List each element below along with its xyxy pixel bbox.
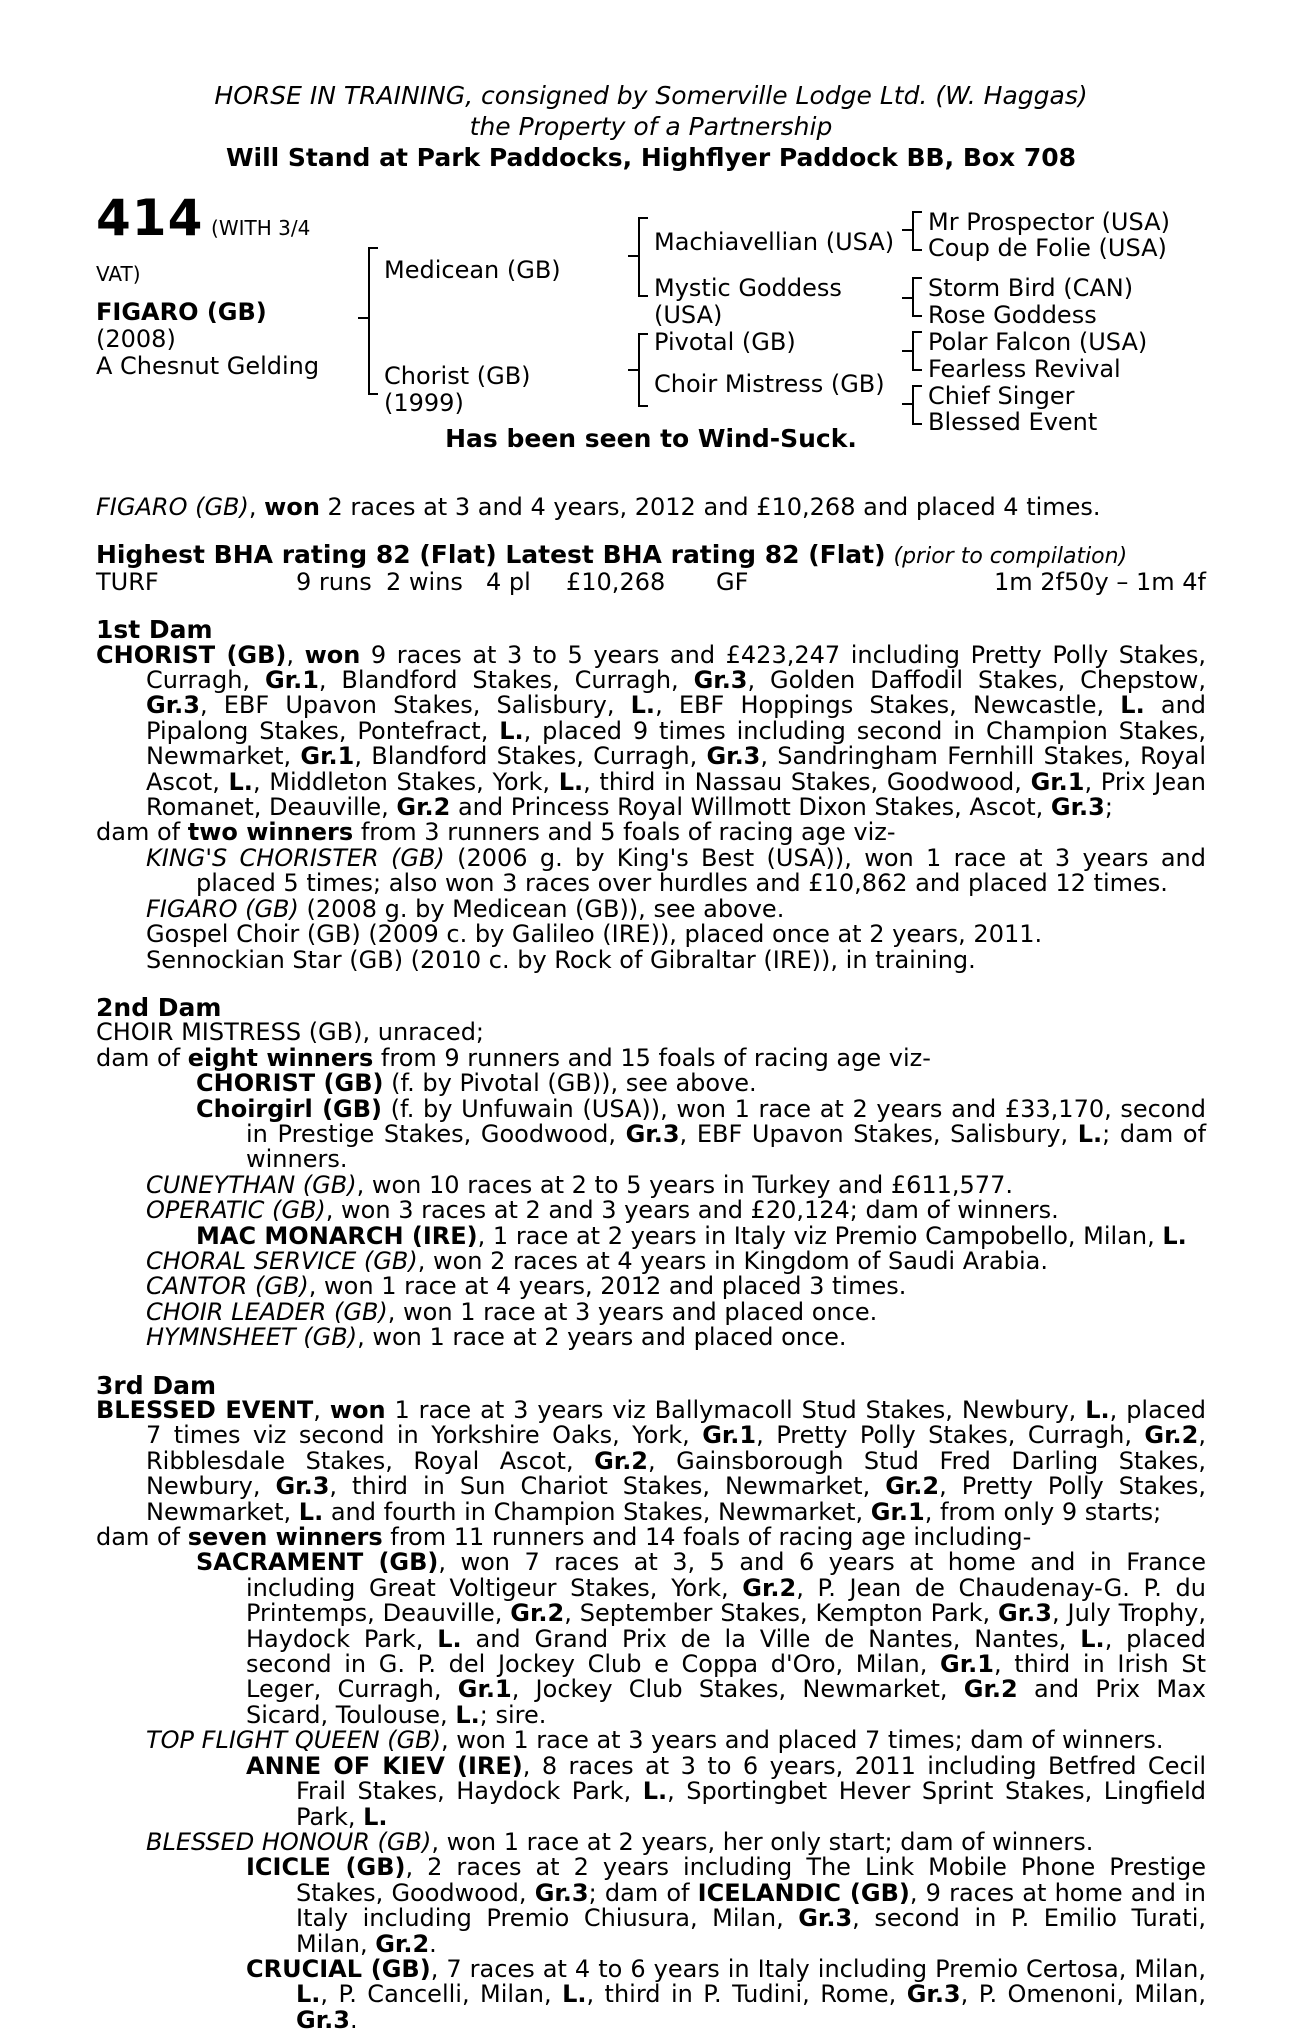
produce-name: FIGARO (GB) <box>146 894 299 923</box>
grade: L. <box>437 1624 462 1653</box>
won-label: won <box>329 1396 386 1424</box>
produce-item <box>96 1728 1206 1753</box>
summary-won: won <box>264 493 320 521</box>
produce-name: CHORIST (GB) <box>196 1069 384 1098</box>
brace-tip <box>358 317 368 319</box>
text: , EBF Upavon Stakes, Salisbury, <box>199 691 631 720</box>
text: , from only 9 starts; <box>924 1497 1162 1526</box>
produce-item <box>96 1297 1206 1326</box>
text: , placed 9 times including second in Champion Stakes, Newmarket, <box>146 716 1206 771</box>
text: , P. Cancelli, Milan, <box>320 1980 563 2009</box>
text: and Princess Royal Willmott Dixon Stakes, Ascot, <box>450 793 1051 822</box>
produce-name: HYMNSHEET (GB) <box>146 1323 358 1352</box>
produce-name: SACRAMENT (GB) <box>196 1548 439 1577</box>
brace-tip <box>902 403 912 405</box>
brace-tip <box>902 350 912 352</box>
grade: L. <box>1080 1624 1105 1653</box>
text: , Sandringham Fernhill Stakes, Royal Ascot, <box>146 742 1206 796</box>
ds-brace <box>912 331 914 371</box>
dd-brace <box>912 385 914 425</box>
rating-line <box>96 542 1206 569</box>
sire-dam-brace <box>368 247 370 395</box>
grade: L. <box>558 767 584 796</box>
grade: Gr.3 <box>275 1472 330 1501</box>
grade: L. <box>630 691 656 720</box>
text: , Middleton Stakes, York, <box>252 767 559 796</box>
dam-sire: Pivotal (GB) <box>654 328 796 356</box>
produce-item <box>96 1325 1206 1350</box>
winners-count: two winners <box>187 818 354 847</box>
brace-tip <box>628 255 638 257</box>
grade: Gr.3 <box>534 1878 589 1907</box>
third-dam-produce-summary <box>96 1525 1206 1550</box>
produce-item <box>96 1855 1206 1957</box>
grade: L. <box>228 767 253 796</box>
text: , Sportingbet Hever Sprint Stakes, Lingfield Park, <box>296 1777 1207 1831</box>
grade: Gr.1 <box>457 1675 512 1704</box>
ds-sire: Polar Falcon (USA) <box>928 328 1148 356</box>
text: ; sire. <box>479 1700 547 1729</box>
produce-name: CHORAL SERVICE (GB) <box>146 1246 418 1275</box>
text: , 2 races at 2 years including The Link Mobile Phone Prestige Stakes, Goodwood, <box>296 1853 1207 1907</box>
horse-description: A Chesnut Gelding <box>96 352 320 380</box>
text: from 11 runners and 14 foals of racing age including- <box>382 1523 1032 1552</box>
grade: Gr.2 <box>742 1573 797 1602</box>
produce-text: , won 1 race at 3 years and placed once. <box>387 1297 878 1326</box>
distance: 1m 2f50y – 1m 4f <box>994 567 1206 596</box>
winners-count: eight winners <box>187 1043 374 1072</box>
text: , P. Omenoni, Milan, <box>960 1980 1206 2009</box>
text: , Blandford Stakes, Curragh, <box>318 666 694 695</box>
produce-name: CRUCIAL (GB) <box>246 1954 431 1983</box>
pedigree-block <box>96 189 1206 535</box>
text: from 9 runners and 15 foals of racing age viz- <box>373 1043 931 1072</box>
rating-note: (prior to compilation) <box>893 544 1128 570</box>
grade: L. <box>1162 1221 1187 1250</box>
first-dam-name: CHORIST (GB) <box>96 640 287 669</box>
third-dam-title: 3rd Dam <box>96 1370 216 1400</box>
produce-item: Gospel Choir (GB) (2009 c. by Galileo (IRE)), placed once at 2 years, 2011. <box>146 920 1043 949</box>
vat-note-cont: VAT) <box>96 262 141 286</box>
produce-text: , won 10 races at 2 to 5 years in Turkey and £611,577. <box>356 1170 1013 1199</box>
text: , placed second in G. P. del Jockey Club e Coppa d'Oro, Milan, <box>246 1624 1206 1679</box>
turf-record <box>96 567 1206 596</box>
text: dam of <box>96 1523 188 1552</box>
location-line: Will Stand at Park Paddocks, Highflyer Paddock BB, Box 708 <box>225 143 1077 172</box>
grade: L. <box>562 1980 587 2009</box>
produce-name: MAC MONARCH (IRE) <box>196 1221 478 1250</box>
text: , third in Nassau Stakes, Goodwood, <box>583 767 1031 796</box>
produce-text: (f. by Unfuwain (USA)), won 1 race at 2 years and £33,170, second in Prestige Stakes, Goodwood, <box>246 1094 1206 1148</box>
sire-sire: Machiavellian (USA) <box>654 228 895 256</box>
second-dam-record: CHOIR MISTRESS (GB), unraced; <box>96 1018 485 1047</box>
text: , July Trophy, Haydock Park, <box>246 1599 1207 1653</box>
text: , Prix Jean Romanet, Deauville, <box>146 767 1207 822</box>
text: , Pretty Polly Stakes, Curragh, <box>756 1421 1145 1450</box>
won-label: won <box>304 640 361 669</box>
placed: 4 pl <box>486 567 531 596</box>
sire-dam-origin: (USA) <box>654 301 723 329</box>
produce-name: TOP FLIGHT QUEEN (GB) <box>146 1726 441 1755</box>
produce-text: , won 1 race at 4 years, 2012 and placed 3 times. <box>308 1272 907 1301</box>
second-dam-title: 2nd Dam <box>96 992 222 1022</box>
produce-name: CANTOR (GB) <box>146 1272 309 1301</box>
text: , Pretty Polly Stakes, Newmarket, <box>146 1472 1207 1526</box>
text: from 3 runners and 5 foals of racing age viz- <box>353 818 896 847</box>
grade: Gr.1 <box>702 1421 757 1450</box>
grade: Gr.2 <box>1144 1421 1199 1450</box>
ss-dam: Coup de Folie (USA) <box>928 234 1167 262</box>
produce-item <box>96 1170 1206 1199</box>
grade: L. <box>1085 1396 1110 1424</box>
second-dam-produce-summary <box>96 1043 1206 1072</box>
text: ; dam of <box>588 1878 698 1907</box>
grade: Gr.3 <box>998 1599 1052 1628</box>
winners-count: seven winners <box>187 1523 383 1552</box>
grade: L. <box>363 1802 388 1831</box>
produce-item <box>96 1094 1207 1174</box>
sire: Medicean (GB) <box>384 256 561 284</box>
dd-sire: Chief Singer <box>928 382 1075 410</box>
text: , Golden Daffodil Stakes, Chepstow, <box>747 666 1206 695</box>
owner-line: the Property of a Partnership <box>469 112 833 141</box>
grade: L. <box>1077 1119 1103 1148</box>
produce-item <box>96 1071 1206 1096</box>
rating-label: Highest BHA rating 82 (Flat) Latest BHA rating 82 (Flat) <box>96 540 886 570</box>
produce-name: KING'S CHORISTER (GB) <box>146 843 445 872</box>
produce-text: , won 1 race at 2 years and placed once. <box>357 1323 847 1352</box>
text: , P. Jean de Chaudenay-G. P. du Printemps, Deauville, <box>246 1573 1207 1628</box>
grade: Gr.1 <box>1030 767 1085 796</box>
grade: Gr.2 <box>396 793 451 822</box>
dam: Chorist (GB) <box>384 362 531 390</box>
produce-name: Choirgirl (GB) <box>196 1094 383 1123</box>
horse-name: FIGARO (GB) <box>96 298 267 326</box>
text: , EBF Upavon Stakes, Salisbury, <box>679 1119 1078 1148</box>
text: , third in Irish St Leger, Curragh, <box>246 1650 1207 1704</box>
produce-item <box>96 1274 1206 1299</box>
third-dam-record: BLESSED EVENT, won 1 race at 3 years viz Ballymacoll Stud Stakes, Newbury, L., placed 7 times viz second in Yorkshire Oaks, York, Gr.1, Pretty Polly Stakes, Curragh, Gr.2, Ribblesdale Stakes, Royal Ascot, Gr.2, Gainsborough Stud Fred Darling Stakes, Newbury, Gr.3, third in Sun Chariot Stakes, Newmarket, Gr.2, Pretty Polly Stakes, Newmarket, L. and fourth in Champion Stakes, Newmarket, Gr.1, from only 9 starts; <box>96 1396 1207 1526</box>
grade: Gr.2 <box>375 1929 430 1958</box>
consignor-line: HORSE IN TRAINING, consigned by Somerville Lodge Ltd. (W. Haggas) <box>214 81 1088 110</box>
summary-line: FIGARO (GB), won 2 races at 3 and 4 years, 2012 and £10,268 and placed 4 times. <box>96 493 1101 521</box>
catalogue-page <box>96 80 1207 2034</box>
grade: L. <box>296 1980 321 2009</box>
produce-name: BLESSED HONOUR (GB) <box>146 1827 432 1856</box>
brace-tip <box>902 229 912 231</box>
text: and fourth in Champion Stakes, Newmarket, <box>323 1497 871 1526</box>
grade: Gr.2 <box>594 1446 649 1475</box>
produce-name: ANNE OF KIEV (IRE) <box>246 1751 523 1780</box>
going: GF <box>716 567 749 596</box>
foaling-year: (2008) <box>96 325 176 353</box>
text: , EBF Hoppings Stakes, Newcastle, <box>655 691 1121 720</box>
text: 1 race at 3 years viz Ballymacoll Stud Stakes, Newbury, <box>385 1396 1086 1424</box>
text: , second in P. Emilio Turati, Milan, <box>296 1904 1206 1958</box>
grade: Gr.1 <box>300 742 355 771</box>
grade: Gr.1 <box>870 1497 925 1526</box>
lot-number-line <box>96 189 311 247</box>
text: , Blandford Stakes, Curragh, <box>354 742 707 771</box>
text: . <box>349 2005 358 2034</box>
produce-text: (2008 g. by Medicean (GB)), see above. <box>298 894 785 923</box>
vat-note: (WITH 3/4 <box>211 216 311 240</box>
produce-item <box>96 1198 1206 1223</box>
produce-name: CUNEYTHAN (GB) <box>146 1170 357 1199</box>
first-dam-produce-summary <box>96 820 1206 845</box>
first-dam-title: 1st Dam <box>96 615 213 645</box>
grade: L. <box>642 1777 668 1806</box>
produce-name: ICICLE (GB) <box>246 1853 406 1882</box>
text: , 7 races at 4 to 6 years in Italy including Premio Certosa, Milan, <box>430 1954 1206 1983</box>
first-dam-record: CHORIST (GB), won 9 races at 3 to 5 years and £423,247 including Pretty Polly Stakes, Curragh, Gr.1, Blandford Stakes, Curragh, Gr.3, Golden Daffodil Stakes, Chepstow, Gr.3, EBF Upavon Stakes, Salisbury, L., EBF Hoppings Stakes, Newcastle, L. and Pipalong Stakes, Pontefract, L., placed 9 times including second in Champion Stakes, Newmarket, Gr.1, Blandford Stakes, Curragh, Gr.3, Sandringham Fernhill Stakes, Royal Ascot, L., Middleton Stakes, York, L., third in Nassau Stakes, Goodwood, Gr.1, Prix Jean Romanet, Deauville, Gr.2 and Princess Royal Willmott Dixon Stakes, Ascot, Gr.3; <box>96 640 1207 822</box>
grade: Gr.2 <box>963 1675 1018 1704</box>
sire-dam: Mystic Goddess <box>654 274 842 302</box>
grade: Gr.2 <box>510 1599 565 1628</box>
third-dam-name: BLESSED EVENT <box>96 1396 314 1424</box>
grade: Gr.3 <box>693 666 748 695</box>
text: and Pipalong Stakes, Pontefract, <box>146 691 1207 745</box>
text: , Ribblesdale Stakes, Royal Ascot, <box>146 1421 1206 1475</box>
grade: L. <box>1120 691 1145 720</box>
grade: Gr.3 <box>146 691 200 720</box>
text: and Prix Max Sicard, Toulouse, <box>246 1675 1206 1729</box>
produce-item <box>96 1827 1206 1856</box>
grade: Gr.1 <box>264 666 319 695</box>
text: ; <box>1104 793 1113 822</box>
sd-brace <box>912 277 914 317</box>
surface: TURF <box>96 567 159 596</box>
grade: Gr.2 <box>885 1472 940 1501</box>
wind-suck-note: Has been seen to Wind-Suck. <box>445 424 857 453</box>
produce-item <box>96 1954 1206 2034</box>
grade: Gr.3 <box>906 1980 961 2009</box>
grade: Gr.3 <box>296 2005 350 2034</box>
grade: L. <box>499 716 524 745</box>
grade: Gr.3 <box>625 1119 680 1148</box>
produce-name: CHOIR LEADER (GB) <box>146 1297 388 1326</box>
grade: Gr.1 <box>940 1650 994 1679</box>
produce-item <box>96 1221 1206 1250</box>
grade: L. <box>298 1497 324 1526</box>
produce-text: , 1 race at 2 years in Italy viz Premio Campobello, Milan, <box>477 1221 1163 1250</box>
produce-item <box>96 1550 1206 1728</box>
grade: L. <box>455 1700 480 1729</box>
grade: Gr.3 <box>798 1904 853 1933</box>
produce-item <box>96 1751 1207 1831</box>
text: , September Stakes, Kempton Park, <box>564 1599 999 1628</box>
text: dam of <box>96 818 188 847</box>
sd-sire: Storm Bird (CAN) <box>928 274 1134 302</box>
produce-text: , won 1 race at 3 years and placed 7 times; dam of winners. <box>441 1726 1164 1755</box>
ss-brace <box>912 211 914 251</box>
text: 9 races at 3 to 5 years and £423,247 including Pretty Polly Stakes, Curragh, <box>146 640 1207 695</box>
produce-item <box>96 843 1206 898</box>
wins: 2 wins <box>386 567 463 596</box>
text: , third in Sun Chariot Stakes, Newmarket, <box>329 1472 886 1501</box>
produce-item <box>96 1246 1206 1275</box>
brace-tip <box>628 369 638 371</box>
produce-name: OPERATIC (GB) <box>146 1196 326 1225</box>
text: , third in P. Tudini, Rome, <box>586 1980 907 2009</box>
produce-text: (2006 g. by King's Best (USA)), won 1 race at 3 years and placed 5 times; also won 3 races over hurdles and £10,862 and placed 12 times. <box>196 843 1206 898</box>
text: , 9 races at home and in Italy including Premio Chiusura, Milan, <box>296 1878 1206 1933</box>
race-record <box>96 495 1206 2033</box>
text: , placed 7 times viz second in Yorkshire Oaks, York, <box>146 1396 1207 1450</box>
produce-name: ICELANDIC (GB) <box>697 1878 910 1907</box>
text: ; dam of winners. <box>246 1119 1207 1174</box>
ds-dam: Fearless Revival <box>928 355 1121 383</box>
produce-text: , won 2 races at 4 years in Kingdom of Saudi Arabia. <box>417 1246 1048 1275</box>
summary-text: 2 races at 3 and 4 years, 2012 and £10,268 and placed 4 times. <box>319 493 1101 521</box>
text: , won 7 races at 3, 5 and 6 years at home and in France including Great Voltigeur Stakes, York, <box>246 1548 1207 1602</box>
dd-dam: Blessed Event <box>928 408 1098 436</box>
text: . <box>429 1929 437 1958</box>
sire-parents-brace <box>638 217 640 297</box>
text: , Jockey Club Stakes, Newmarket, <box>511 1675 964 1704</box>
dam-parents-brace <box>638 333 640 407</box>
produce-text: (f. by Pivotal (GB)), see above. <box>383 1069 757 1098</box>
ss-sire: Mr Prospector (USA) <box>928 208 1170 236</box>
dam-year: (1999) <box>384 389 464 417</box>
lot-number: 414 <box>96 189 204 247</box>
sd-dam: Rose Goddess <box>928 301 1097 329</box>
brace-tip <box>902 297 912 299</box>
produce-item <box>96 894 1206 923</box>
produce-text: , won 1 race at 2 years, her only start; dam of winners. <box>431 1827 1094 1856</box>
text: dam of <box>96 1043 188 1072</box>
produce-text: , won 3 races at 2 and 3 years and £20,124; dam of winners. <box>325 1196 1059 1225</box>
text: and Grand Prix de la Ville de Nantes, Nantes, <box>461 1624 1081 1653</box>
text: , Gainsborough Stud Fred Darling Stakes, Newbury, <box>146 1446 1206 1501</box>
grade: Gr.3 <box>706 742 761 771</box>
produce-item: Sennockian Star (GB) (2010 c. by Rock of Gibraltar (IRE)), in training. <box>146 945 976 974</box>
text: , 8 races at 3 to 6 years, 2011 including Betfred Cecil Frail Stakes, Haydock Park, <box>296 1751 1206 1806</box>
runs: 9 runs <box>296 567 372 596</box>
dam-dam: Choir Mistress (GB) <box>654 370 885 398</box>
earnings: £10,268 <box>566 567 666 596</box>
grade: Gr.3 <box>1050 793 1105 822</box>
summary-horse-name: FIGARO (GB) <box>96 493 249 521</box>
